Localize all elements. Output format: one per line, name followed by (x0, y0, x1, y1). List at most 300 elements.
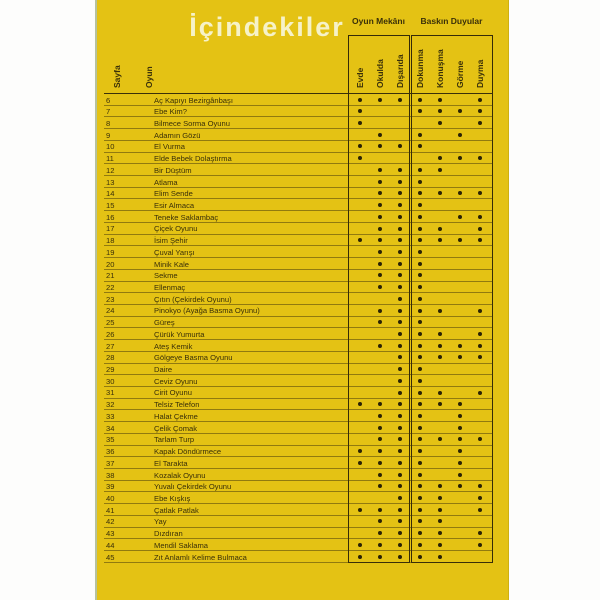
table-row (104, 270, 493, 282)
dot-mark-konuşma (438, 332, 442, 336)
dot-mark-okulda (378, 402, 382, 406)
table-row (104, 528, 493, 540)
table-row (104, 551, 493, 563)
dot-mark-dışarıda (398, 215, 402, 219)
page-number: 19 (106, 247, 115, 257)
dot-mark-konuşma (438, 531, 442, 535)
dot-mark-görme (458, 156, 462, 160)
dot-mark-görme (458, 414, 462, 418)
dot-mark-duyma (478, 309, 482, 313)
dot-mark-konuşma (438, 391, 442, 395)
page-number: 34 (106, 423, 115, 433)
game-name: Ebe Kışkış (154, 493, 191, 503)
page-number: 20 (106, 259, 115, 269)
dot-mark-görme (458, 109, 462, 113)
dot-mark-konuşma (438, 168, 442, 172)
dot-mark-dışarıda (398, 203, 402, 207)
dot-mark-duyma (478, 355, 482, 359)
column-header-sayfa: Sayfa (112, 65, 122, 88)
table-row (104, 375, 493, 387)
game-name: Tarlam Turp (154, 435, 195, 445)
game-name: Çürük Yumurta (154, 329, 205, 339)
dot-mark-görme (458, 191, 462, 195)
dot-mark-okulda (378, 473, 382, 477)
page-number: 41 (106, 505, 115, 515)
dot-mark-dışarıda (398, 355, 402, 359)
dot-mark-okulda (378, 543, 382, 547)
dot-mark-konuşma (438, 344, 442, 348)
game-name: Kozalak Oyunu (154, 470, 206, 480)
page-number: 28 (106, 353, 115, 363)
dot-mark-okulda (378, 531, 382, 535)
dot-mark-evde (358, 461, 362, 465)
page-number: 23 (106, 294, 115, 304)
group-label-baskin-duyular: Baskın Duyular (420, 16, 483, 26)
dot-mark-evde (358, 555, 362, 559)
dot-mark-okulda (378, 168, 382, 172)
page-number: 26 (106, 329, 115, 339)
dot-mark-konuşma (438, 121, 442, 125)
dot-mark-dışarıda (398, 543, 402, 547)
dot-mark-okulda (378, 519, 382, 523)
dot-mark-okulda (378, 344, 382, 348)
table-row (104, 129, 493, 141)
dot-mark-duyma (478, 227, 482, 231)
dot-mark-duyma (478, 109, 482, 113)
page-number: 6 (106, 95, 111, 105)
dot-mark-konuşma (438, 519, 442, 523)
game-name: Yay (154, 517, 167, 527)
dot-mark-görme (458, 344, 462, 348)
dot-mark-dışarıda (398, 168, 402, 172)
page-title: İçindekiler (189, 12, 345, 42)
game-name: Daire (154, 365, 173, 375)
page-number: 38 (106, 470, 115, 480)
dot-mark-konuşma (438, 227, 442, 231)
game-name: El Tarakta (154, 458, 188, 468)
dot-mark-okulda (378, 262, 382, 266)
table-row (104, 199, 493, 211)
dot-mark-dışarıda (398, 379, 402, 383)
page-number: 42 (106, 517, 115, 527)
dot-mark-okulda (378, 508, 382, 512)
dot-mark-dokunma (418, 437, 422, 441)
dot-mark-okulda (378, 285, 382, 289)
page-number: 17 (106, 224, 115, 234)
dot-mark-okulda (378, 461, 382, 465)
table-row (104, 176, 493, 188)
table-row (104, 387, 493, 399)
table-row (104, 235, 493, 247)
dot-mark-dışarıda (398, 98, 402, 102)
table-row (104, 153, 493, 165)
game-name: Pinokyo (Ayağa Basma Oyunu) (154, 306, 260, 316)
dot-mark-evde (358, 156, 362, 160)
game-name: Yuvalı Çekirdek Oyunu (154, 482, 232, 492)
dot-mark-duyma (478, 484, 482, 488)
table-row (104, 188, 493, 200)
page-number: 8 (106, 118, 111, 128)
dot-mark-dokunma (418, 191, 422, 195)
table-row (104, 434, 493, 446)
page-number: 36 (106, 447, 115, 457)
game-name: Çıtın (Çekirdek Oyunu) (154, 294, 232, 304)
dot-mark-dokunma (418, 262, 422, 266)
dot-mark-duyma (478, 391, 482, 395)
dot-mark-görme (458, 238, 462, 242)
dot-mark-dışarıda (398, 531, 402, 535)
dot-mark-konuşma (438, 543, 442, 547)
table-row (104, 457, 493, 469)
game-name: Ellenmaç (154, 283, 186, 292)
dot-mark-okulda (378, 426, 382, 430)
page-number: 12 (106, 165, 115, 175)
dot-mark-konuşma (438, 191, 442, 195)
dot-mark-evde (358, 109, 362, 113)
dot-mark-dışarıda (398, 473, 402, 477)
game-name: Teneke Saklambaç (154, 212, 219, 222)
dot-mark-dokunma (418, 484, 422, 488)
dot-mark-dokunma (418, 144, 422, 148)
table-row (104, 211, 493, 223)
dot-mark-dokunma (418, 332, 422, 336)
table-row (104, 141, 493, 153)
table-row (104, 422, 493, 434)
dot-mark-görme (458, 484, 462, 488)
page-number: 31 (106, 388, 115, 398)
dot-mark-konuşma (438, 402, 442, 406)
dot-mark-dışarıda (398, 285, 402, 289)
dot-mark-dokunma (418, 309, 422, 313)
dot-mark-dokunma (418, 496, 422, 500)
dot-mark-duyma (478, 332, 482, 336)
dot-mark-konuşma (438, 508, 442, 512)
dot-mark-konuşma (438, 355, 442, 359)
column-header-dışarıda: Dışarıda (395, 54, 405, 88)
dot-mark-duyma (478, 215, 482, 219)
table-row (104, 305, 493, 317)
game-name: Aç Kapıyı Bezirgânbaşı (154, 95, 233, 105)
dot-mark-görme (458, 133, 462, 137)
game-name: Minik Kale (154, 259, 190, 269)
dot-mark-okulda (378, 555, 382, 559)
page-number: 7 (106, 107, 111, 117)
dot-mark-duyma (478, 191, 482, 195)
dot-mark-dışarıda (398, 496, 402, 500)
column-header-konuşma: Konuşma (435, 49, 445, 88)
dot-mark-dışarıda (398, 402, 402, 406)
table-row (104, 258, 493, 270)
dot-mark-duyma (478, 121, 482, 125)
page-number: 33 (106, 411, 115, 421)
dot-mark-okulda (378, 449, 382, 453)
table-row (104, 539, 493, 551)
dot-mark-dokunma (418, 531, 422, 535)
dot-mark-dokunma (418, 273, 422, 277)
page-number: 10 (106, 142, 115, 152)
dot-mark-dokunma (418, 168, 422, 172)
table-row (104, 504, 493, 516)
dot-mark-okulda (378, 484, 382, 488)
dot-mark-okulda (378, 215, 382, 219)
dot-mark-evde (358, 98, 362, 102)
dot-mark-görme (458, 355, 462, 359)
game-name: El Vurma (154, 142, 185, 152)
dot-mark-okulda (378, 203, 382, 207)
dot-mark-dışarıda (398, 484, 402, 488)
game-name: Halat Çekme (154, 411, 198, 421)
dot-mark-dışarıda (398, 508, 402, 512)
game-name: Zıt Anlamlı Kelime Bulmaca (154, 552, 247, 562)
dot-mark-okulda (378, 180, 382, 184)
dot-mark-dışarıda (398, 332, 402, 336)
dot-mark-okulda (378, 98, 382, 102)
game-name: Kapak Döndürmece (154, 447, 222, 457)
dot-mark-okulda (378, 273, 382, 277)
page-number: 30 (106, 376, 115, 386)
page-number: 21 (106, 271, 115, 281)
dot-mark-duyma (478, 344, 482, 348)
dot-mark-evde (358, 144, 362, 148)
dot-mark-duyma (478, 437, 482, 441)
dot-mark-dokunma (418, 344, 422, 348)
dot-mark-dokunma (418, 519, 422, 523)
dot-mark-dışarıda (398, 367, 402, 371)
page-number: 11 (106, 154, 114, 164)
table-row (104, 352, 493, 364)
dot-mark-dokunma (418, 133, 422, 137)
game-name: Mendil Saklama (154, 540, 209, 550)
dot-mark-duyma (478, 156, 482, 160)
dot-mark-dokunma (418, 109, 422, 113)
page-number: 39 (106, 482, 115, 492)
game-name: Ateş Kemik (154, 341, 193, 351)
dot-mark-konuşma (438, 156, 442, 160)
dot-mark-dokunma (418, 402, 422, 406)
dot-mark-dokunma (418, 555, 422, 559)
dot-mark-okulda (378, 144, 382, 148)
table-row (104, 410, 493, 422)
game-name: Elde Bebek Dolaştırma (154, 154, 232, 164)
table-row (104, 364, 493, 376)
dot-mark-dokunma (418, 98, 422, 102)
dot-mark-duyma (478, 543, 482, 547)
page-number: 45 (106, 552, 115, 562)
dot-mark-dokunma (418, 215, 422, 219)
dot-mark-evde (358, 508, 362, 512)
game-name: Cirit Oyunu (154, 388, 192, 398)
dot-mark-dışarıda (398, 297, 402, 301)
page-number: 40 (106, 493, 115, 503)
game-name: Güreş (154, 318, 175, 328)
table-row (104, 481, 493, 493)
table-row (104, 94, 493, 106)
game-name: Çiçek Oyunu (154, 224, 198, 234)
table-row (104, 492, 493, 504)
column-header-duyma: Duyma (475, 59, 485, 88)
dot-mark-okulda (378, 309, 382, 313)
game-name: Esir Almaca (154, 200, 195, 210)
dot-mark-dışarıda (398, 320, 402, 324)
dot-mark-dışarıda (398, 180, 402, 184)
table-row (104, 223, 493, 235)
table-row (104, 117, 493, 129)
table-row (104, 340, 493, 352)
column-header-okulda: Okulda (375, 59, 385, 88)
table-body (104, 94, 493, 563)
dot-mark-dışarıda (398, 461, 402, 465)
page-number: 44 (106, 540, 115, 550)
game-name: Telsiz Telefon (154, 400, 200, 410)
table-row (104, 328, 493, 340)
dot-mark-dışarıda (398, 555, 402, 559)
dot-mark-evde (358, 238, 362, 242)
game-name: İsim Şehir (154, 236, 188, 246)
dot-mark-dokunma (418, 297, 422, 301)
dot-mark-dokunma (418, 238, 422, 242)
group-label-oyun-mekani: Oyun Mekânı (352, 16, 405, 26)
page-number: 24 (106, 306, 115, 316)
dot-mark-evde (358, 402, 362, 406)
column-header-dokunma: Dokunma (415, 49, 425, 88)
page-number: 32 (106, 400, 115, 410)
table-row (104, 106, 493, 118)
dot-mark-dışarıda (398, 238, 402, 242)
page-number: 13 (106, 177, 115, 187)
dot-mark-dokunma (418, 180, 422, 184)
dot-mark-dokunma (418, 461, 422, 465)
page-number: 16 (106, 212, 115, 222)
dot-mark-konuşma (438, 555, 442, 559)
dot-mark-görme (458, 473, 462, 477)
dot-mark-dışarıda (398, 250, 402, 254)
table-row (104, 446, 493, 458)
dot-mark-okulda (378, 437, 382, 441)
dot-mark-evde (358, 449, 362, 453)
page-number: 29 (106, 365, 115, 375)
game-name: Elim Sende (154, 189, 193, 199)
dot-mark-dışarıda (398, 262, 402, 266)
column-header-oyun: Oyun (144, 66, 154, 88)
dot-mark-dışarıda (398, 273, 402, 277)
dot-mark-okulda (378, 414, 382, 418)
dot-mark-dokunma (418, 508, 422, 512)
dot-mark-evde (358, 543, 362, 547)
dot-mark-okulda (378, 133, 382, 137)
dot-mark-dokunma (418, 285, 422, 289)
dot-mark-dışarıda (398, 426, 402, 430)
dot-mark-dışarıda (398, 519, 402, 523)
game-name: Bir Düştüm (154, 165, 192, 175)
dot-mark-okulda (378, 227, 382, 231)
page-number: 35 (106, 435, 115, 445)
dot-mark-dışarıda (398, 309, 402, 313)
column-header-görme: Görme (455, 60, 465, 88)
dot-mark-konuşma (438, 484, 442, 488)
dot-mark-duyma (478, 238, 482, 242)
table-row (104, 516, 493, 528)
dot-mark-dokunma (418, 543, 422, 547)
dot-mark-konuşma (438, 496, 442, 500)
dot-mark-dışarıda (398, 391, 402, 395)
column-header-evde: Evde (355, 67, 365, 88)
game-name: Çelik Çomak (154, 423, 198, 433)
dot-mark-dokunma (418, 449, 422, 453)
dot-mark-dokunma (418, 379, 422, 383)
dot-mark-dokunma (418, 414, 422, 418)
dot-mark-duyma (478, 508, 482, 512)
dot-mark-okulda (378, 250, 382, 254)
dot-mark-görme (458, 402, 462, 406)
page-number: 43 (106, 529, 115, 539)
dot-mark-dışarıda (398, 449, 402, 453)
dot-mark-konuşma (438, 238, 442, 242)
page-number: 14 (106, 189, 115, 199)
dot-mark-konuşma (438, 109, 442, 113)
dot-mark-dokunma (418, 320, 422, 324)
dot-mark-dışarıda (398, 144, 402, 148)
table-row (104, 469, 493, 481)
dot-mark-duyma (478, 98, 482, 102)
dot-mark-dokunma (418, 473, 422, 477)
dot-mark-dışarıda (398, 191, 402, 195)
dot-mark-okulda (378, 191, 382, 195)
dot-mark-dokunma (418, 203, 422, 207)
table-row (104, 282, 493, 294)
dot-mark-dışarıda (398, 227, 402, 231)
table-row (104, 293, 493, 305)
dot-mark-dokunma (418, 367, 422, 371)
game-name: Ebe Kim? (154, 107, 187, 117)
page-number: 37 (106, 458, 115, 468)
dot-mark-görme (458, 426, 462, 430)
page-number: 27 (106, 341, 115, 351)
page-number: 22 (106, 283, 115, 292)
dot-mark-duyma (478, 496, 482, 500)
dot-mark-konuşma (438, 98, 442, 102)
game-name: Ceviz Oyunu (154, 376, 198, 386)
dot-mark-okulda (378, 238, 382, 242)
dot-mark-duyma (478, 531, 482, 535)
dot-mark-konuşma (438, 309, 442, 313)
game-name: Sekme (154, 271, 178, 281)
page-number: 15 (106, 200, 115, 210)
game-name: Çuval Yarışı (154, 247, 195, 257)
dot-mark-dokunma (418, 426, 422, 430)
book-page (95, 0, 509, 600)
dot-mark-görme (458, 449, 462, 453)
table-row (104, 246, 493, 258)
table-row (104, 399, 493, 411)
dot-mark-okulda (378, 320, 382, 324)
dot-mark-görme (458, 437, 462, 441)
dot-mark-dokunma (418, 227, 422, 231)
dot-mark-görme (458, 215, 462, 219)
table-row (104, 317, 493, 329)
table-row (104, 164, 493, 176)
dot-mark-evde (358, 121, 362, 125)
game-name: Adamın Gözü (154, 130, 201, 140)
dot-mark-konuşma (438, 437, 442, 441)
game-name: Atlama (154, 177, 178, 187)
game-name: Çatlak Patlak (154, 505, 199, 515)
dot-mark-görme (458, 461, 462, 465)
game-name: Dızdıran (154, 529, 183, 539)
page-number: 25 (106, 318, 115, 328)
page-number: 9 (106, 130, 111, 140)
dot-mark-dokunma (418, 355, 422, 359)
dot-mark-dışarıda (398, 414, 402, 418)
